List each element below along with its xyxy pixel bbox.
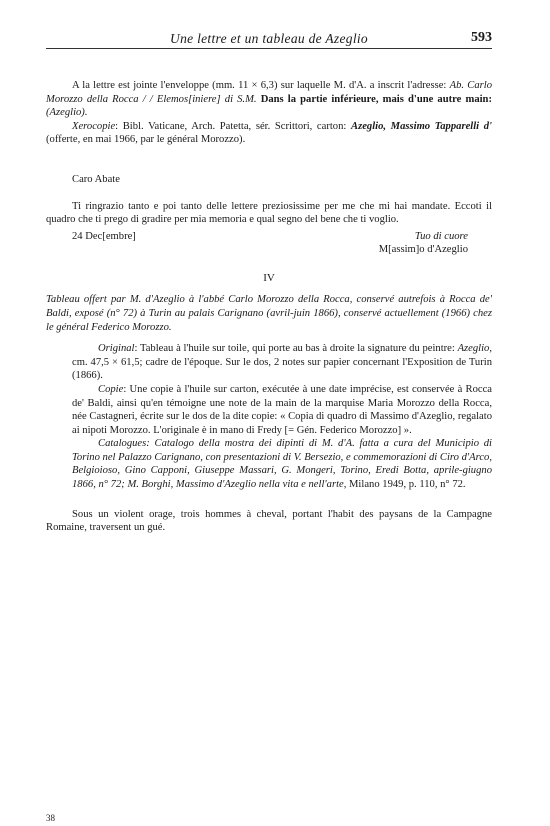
copie-text: : Une copie à l'huile sur carton, exécutée à une date imprécise, est conservée à Rocca de' Baldi, ainsi qu'en témoigne une note de la main de la marquise Maria Morozzo della Rocca, née Castagneri, écrite sur le dos de la dite copie: « Copia di quadro di Massimo d'Azeglio, regalato ai nipoti Morozzo. L'originale è in mano di Fredy [= Gén. Federico Morozzo] ». bbox=[72, 383, 492, 436]
letter-closing: Tuo di cuore bbox=[414, 230, 468, 242]
document-page bbox=[46, 30, 492, 535]
envelope-address-paragraph bbox=[46, 79, 492, 120]
letter-block bbox=[46, 173, 492, 258]
catalogues-ref: M. Borghi, Massimo d'Azeglio nella vita e nell'arte bbox=[127, 479, 344, 491]
page-header bbox=[46, 30, 492, 49]
envelope-address: Ab. Carlo Morozzo della Rocca / / Elemos[iniere] di S.M. bbox=[46, 80, 492, 105]
envelope-note bbox=[46, 79, 492, 147]
letter-body: Ti ringrazio tanto e poi tanto delle lettere preziosissime per me che mi hai mandate. Eccoti il quadro che ti prego di gradire per mia memoria e qual segno del bene che ti voglio. bbox=[46, 200, 492, 226]
final-paragraph: Sous un violent orage, trois hommes à cheval, portant l'habit des paysans de la Campagne Romaine, traversent un gué. bbox=[46, 508, 492, 534]
running-title: Une lettre et un tableau de Azeglio bbox=[170, 31, 368, 46]
original-label: Original bbox=[98, 343, 135, 355]
xerocopie-paragraph bbox=[46, 120, 492, 147]
xerocopie-text: : Bibl. Vaticane, Arch. Patetta, sér. Scrittori, carton: bbox=[115, 120, 351, 132]
section-title: Tableau offert par M. d'Azeglio à l'abbé Carlo Morozzo della Rocca, conservé autrefois à Rocca de' Baldi, exposé (n° 72) à Turin au palais Carignano (avril-juin 1866), conservé actuellement (1966) chez le général Federico Morozzo. bbox=[46, 294, 492, 333]
catalogues-label: Catalogues bbox=[98, 438, 147, 450]
xerocopie-label: Xerocopie bbox=[72, 120, 116, 132]
letter-greeting: Caro Abate bbox=[72, 173, 120, 185]
section-number: IV bbox=[263, 271, 275, 284]
envelope-line-1: A la lettre est jointe l'enveloppe (mm. 11 × 6,3) sur laquelle M. d'A. a inscrit l'adresse: bbox=[72, 80, 450, 91]
letter-signature-row bbox=[46, 230, 492, 258]
footer-mark: 38 bbox=[46, 813, 55, 823]
catalogues-text: : Catalogo della mostra dei dipinti di M. d'A. fatta a cura del Municipio di Torino nel Palazzo Carignano, con presentazioni di V. Bersezio, e commemorazioni di Ciro d'Arco, Belgioioso, Gino Capponi, Giuseppe Massari, G. Mongeri, Torino, Eredi Botta, aprile-giugno 1866, n° 72; bbox=[72, 438, 492, 491]
letter-date: 24 Dec[embre] bbox=[72, 230, 136, 242]
original-text: : Tableau à l'huile sur toile, qui porte au bas à droite la signature du peintre: bbox=[134, 343, 458, 355]
xerocopie-end: (offerte, en mai 1966, par le général Morozzo). bbox=[46, 134, 246, 146]
copie-paragraph bbox=[72, 383, 492, 437]
page-number: 593 bbox=[471, 30, 492, 45]
catalogues-paragraph bbox=[72, 437, 492, 491]
original-end: , cm. 47,5 × 61,5; cadre de l'époque. Sur le dos, 2 notes sur papier concernant l'Exposition de Turin (1866). bbox=[72, 343, 492, 382]
xerocopie-name: Azeglio, Massimo Tapparelli d' bbox=[351, 120, 492, 132]
copie-label: Copie bbox=[98, 383, 124, 395]
letter-signature: M[assim]o d'Azeglio bbox=[378, 243, 468, 255]
envelope-azeglio: (Azeglio). bbox=[46, 107, 88, 119]
original-paragraph bbox=[72, 342, 492, 383]
envelope-line-2: Dans la partie inférieure, mais d'une autre main: bbox=[260, 93, 492, 105]
painting-details bbox=[72, 342, 492, 492]
catalogues-end: , Milano 1949, p. 110, n° 72. bbox=[343, 479, 466, 491]
original-name: Azeglio bbox=[457, 343, 490, 355]
